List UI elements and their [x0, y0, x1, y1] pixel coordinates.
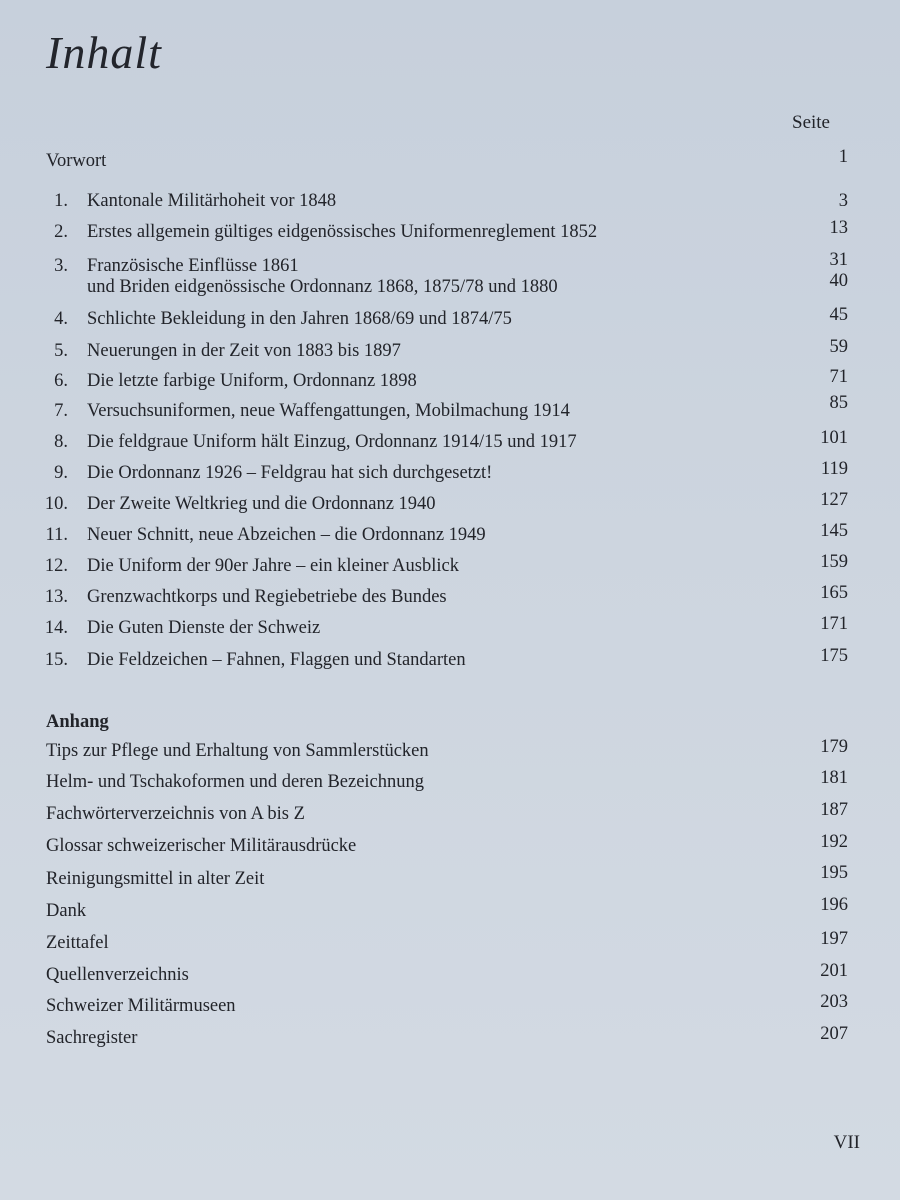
- chapter-title: Die Ordonnanz 1926 – Feldgrau hat sich durchgesetzt!: [87, 463, 493, 483]
- page-column-label: Seite: [792, 112, 830, 133]
- chapter-number: 12.: [44, 556, 68, 576]
- toc-chapter: [0, 186, 900, 216]
- toc-appendix-item: [0, 960, 900, 990]
- appendix-title: Glossar schweizerischer Militärausdrücke: [46, 836, 357, 856]
- chapter-page: 59: [829, 337, 848, 357]
- appendix-page: 201: [820, 961, 848, 981]
- chapter-page: 71: [829, 367, 848, 387]
- toc-chapter: [0, 458, 900, 488]
- chapter-title: Neuerungen in der Zeit von 1883 bis 1897: [87, 341, 401, 361]
- appendix-title: Helm- und Tschakoformen und deren Bezeichnung: [46, 772, 425, 792]
- chapter-number: 7.: [54, 401, 68, 421]
- toc-appendix-item: [0, 1023, 900, 1053]
- chapter-page: 45: [829, 305, 848, 325]
- toc-chapter-continuation: [0, 272, 900, 302]
- appendix-title: Schweizer Militärmuseen: [46, 996, 236, 1016]
- chapter-title: Die letzte farbige Uniform, Ordonnanz 1898: [87, 371, 417, 391]
- toc-chapter: [0, 366, 900, 396]
- appendix-page: 196: [820, 895, 848, 915]
- toc-appendix-item: [0, 896, 900, 926]
- chapter-title-continuation: und Briden eidgenössische Ordonnanz 1868, 1875/78 und 1880: [87, 277, 558, 297]
- toc-foreword: [0, 146, 900, 176]
- appendix-page: 197: [820, 929, 848, 949]
- chapter-number: 6.: [54, 371, 68, 391]
- chapter-page: 145: [820, 521, 848, 541]
- appendix-title: Zeittafel: [46, 933, 109, 953]
- appendix-page: 207: [820, 1024, 848, 1044]
- chapter-title: Die Guten Dienste der Schweiz: [87, 618, 321, 638]
- chapter-page: 171: [820, 614, 848, 634]
- appendix-page: 195: [820, 863, 848, 883]
- foreword-label: Vorwort: [46, 151, 107, 171]
- chapter-page: 85: [829, 393, 848, 413]
- chapter-number: 2.: [54, 222, 68, 242]
- toc-chapter: [0, 336, 900, 366]
- chapter-number: 4.: [54, 309, 68, 329]
- appendix-title: Reinigungsmittel in alter Zeit: [46, 869, 265, 889]
- chapter-page-continuation: 40: [829, 271, 848, 291]
- toc-chapter: [0, 613, 900, 643]
- chapter-number: 15.: [44, 650, 68, 670]
- appendix-title: Dank: [46, 901, 87, 921]
- chapter-page: 159: [820, 552, 848, 572]
- appendix-page: 192: [820, 832, 848, 852]
- chapter-page: 13: [829, 218, 848, 238]
- page-number: VII: [833, 1132, 860, 1153]
- toc-chapter: [0, 582, 900, 612]
- toc-chapter: [0, 520, 900, 550]
- appendix-page: 187: [820, 800, 848, 820]
- chapter-number: 10.: [44, 494, 68, 514]
- chapter-number: 1.: [54, 191, 68, 211]
- chapter-page: 127: [820, 490, 848, 510]
- chapter-title: Schlichte Bekleidung in den Jahren 1868/69 und 1874/75: [87, 309, 512, 329]
- chapter-page: 3: [838, 191, 848, 211]
- page-title: Inhalt: [46, 27, 162, 78]
- chapter-page: 31: [829, 250, 848, 270]
- chapter-page: 101: [820, 428, 848, 448]
- chapter-title: Die Feldzeichen – Fahnen, Flaggen und Standarten: [87, 650, 466, 670]
- chapter-number: 9.: [54, 463, 68, 483]
- toc-appendix-item: [0, 991, 900, 1021]
- chapter-number: 5.: [54, 341, 68, 361]
- chapter-title: Erstes allgemein gültiges eidgenössisches Uniformenreglement 1852: [87, 222, 598, 242]
- chapter-page: 119: [820, 459, 848, 479]
- chapter-number: 11.: [45, 525, 68, 545]
- chapter-title: Neuer Schnitt, neue Abzeichen – die Ordonnanz 1949: [87, 525, 486, 545]
- chapter-title: Die feldgraue Uniform hält Einzug, Ordonnanz 1914/15 und 1917: [87, 432, 577, 452]
- chapter-title: Der Zweite Weltkrieg und die Ordonnanz 1940: [87, 494, 436, 514]
- chapter-title: Versuchsuniformen, neue Waffengattungen, Mobilmachung 1914: [87, 401, 570, 421]
- appendix-page: 179: [820, 737, 848, 757]
- chapter-title: Französische Einflüsse 1861: [87, 256, 299, 276]
- chapter-number: 14.: [44, 618, 68, 638]
- chapter-number: 13.: [44, 587, 68, 607]
- chapter-title: Grenzwachtkorps und Regiebetriebe des Bundes: [87, 587, 447, 607]
- appendix-title: Tips zur Pflege und Erhaltung von Sammlerstücken: [46, 741, 429, 761]
- toc-chapter: [0, 304, 900, 334]
- toc-appendix-item: [0, 831, 900, 861]
- toc-appendix-item: [0, 864, 900, 894]
- toc-appendix-item: [0, 767, 900, 797]
- chapter-title: Kantonale Militärhoheit vor 1848: [87, 191, 337, 211]
- chapter-number: 3.: [54, 256, 68, 276]
- toc-chapter: [0, 393, 900, 426]
- toc-chapter: [0, 551, 900, 581]
- chapter-page: 165: [820, 583, 848, 603]
- toc-chapter: [0, 427, 900, 457]
- toc-appendix-item: [0, 928, 900, 958]
- toc-chapter: [0, 489, 900, 519]
- chapter-page: 175: [820, 646, 848, 666]
- appendix-title: Sachregister: [46, 1028, 138, 1048]
- toc-appendix-item: [0, 736, 900, 766]
- foreword-page: 1: [838, 147, 848, 167]
- appendix-page: 181: [820, 768, 848, 788]
- toc-appendix-item: [0, 799, 900, 829]
- appendix-title: Fachwörterverzeichnis von A bis Z: [46, 804, 305, 824]
- toc-appendix-heading: [0, 707, 900, 737]
- appendix-title: Quellenverzeichnis: [46, 965, 189, 985]
- toc-chapter: [0, 217, 900, 247]
- chapter-title: Die Uniform der 90er Jahre – ein kleiner Ausblick: [87, 556, 459, 576]
- appendix-page: 203: [820, 992, 848, 1012]
- chapter-number: 8.: [54, 432, 68, 452]
- toc-chapter: [0, 645, 900, 675]
- appendix-heading: Anhang: [46, 712, 109, 732]
